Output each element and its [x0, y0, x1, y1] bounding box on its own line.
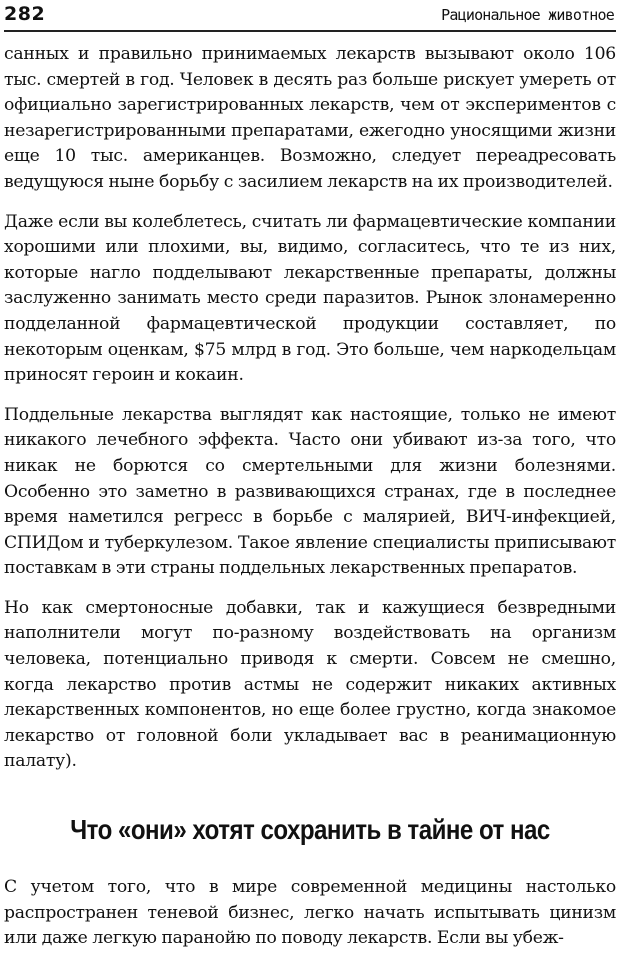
body-text [4, 42, 616, 952]
paragraph-4: Но как смертоносные добавки, так и кажущиеся безвредными наполнители могут по-разному воздействовать на организм человека, потенциально приводя к смерти. Совсем не смешно, когда лекарство против астмы не содержит никаких активных лекарственных компонентов, но еще более грустно, когда знакомое лекарство от головной боли укладывает вас в реанимационную палату). [4, 597, 616, 772]
book-page [4, 0, 616, 969]
section-heading: Что «они» хотят сохранить в тайне от нас [70, 814, 550, 846]
running-title: Рациональное животное [441, 6, 614, 24]
page-number: 282 [4, 3, 46, 25]
paragraph-2: Даже если вы колеблетесь, считать ли фармацевтические компании хорошими или плохими, вы, видимо, согласитесь, что те из них, которые нагло подделывают лекарственные препараты, должны заслуженно занимать место среди паразитов. Рынок злонамеренно подделанной фармацевтической продукции составляет, по некоторым оценкам, $75 млрд в год. Это больше, чем наркодельцам приносят героин и кокаин. [4, 211, 616, 386]
page-header [4, 0, 616, 32]
paragraph-1: санных и правильно принимаемых лекарств вызывают около 106 тыс. смертей в год. Человек в десять раз больше рискует умереть от официально зарегистрированных лекарств, чем от экспериментов с незарегистрированными препаратами, ежегодно уносящими жизни еще 10 тыс. американцев. Возможно, следует переадресовать ведущуюся ныне борьбу с засилием лекарств на их производителей. [4, 44, 616, 192]
paragraph-3: Поддельные лекарства выглядят как настоящие, только не имеют никакого лечебного эффекта. Часто они убивают из-за того, что никак не борются со смертельными для жизни болезнями. Особенно это заметно в развивающихся странах, где в последнее время наметился регресс в борьбе с малярией, ВИЧ-инфекцией, СПИДом и туберкулезом. Такое явление специалисты приписывают поставкам в эти страны поддельных лекарственных препаратов. [4, 404, 616, 579]
section-paragraph: С учетом того, что в мире современной медицины настолько распространен теневой бизнес, легко начать испытывать цинизм или даже легкую паранойю по поводу лекарств. Если вы убеж- [4, 877, 616, 949]
